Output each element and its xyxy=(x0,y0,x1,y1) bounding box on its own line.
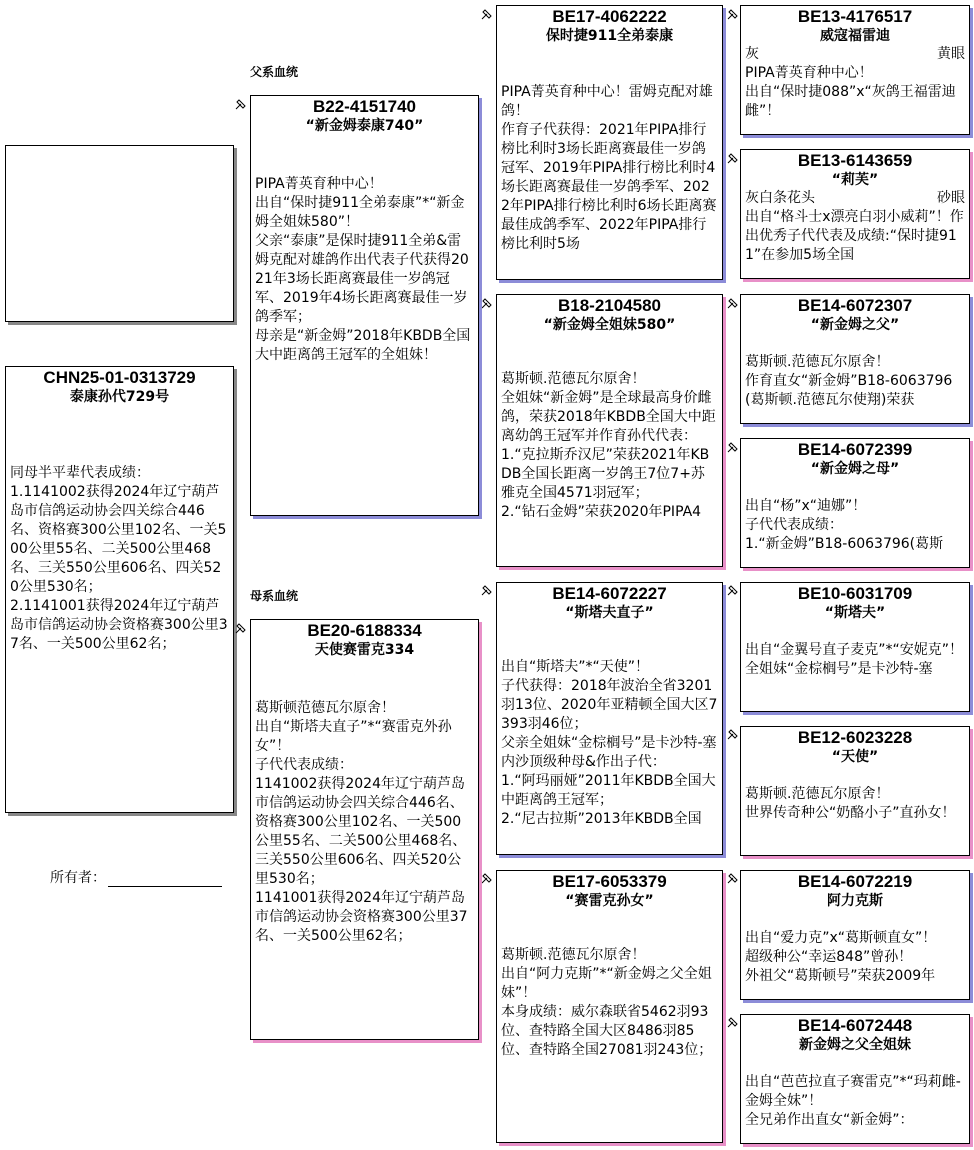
ddd-ring-number: BE14-6072448 xyxy=(797,1016,913,1035)
ssd-eye: 砂眼 xyxy=(937,190,965,206)
ssd-name: “莉芙” xyxy=(831,172,879,188)
father-line-label: 父系血统 xyxy=(250,65,299,79)
sdd-ring-number: BE14-6072399 xyxy=(797,440,913,459)
dam-dam-notes: 葛斯顿.范德瓦尔原舍！ 出自“阿力克斯”*“新金姆之父全姐妹”！ 本身成绩：威尔森联省5462羽93位、查特路全国大区8486羽85位、查特路全国27081羽243位； xyxy=(501,947,713,1058)
dam-sire-name: “斯塔夫直子” xyxy=(565,605,654,621)
pin-icon xyxy=(480,296,494,310)
sire-notes: PIPA菁英育种中心！ 出自“保时捷911全弟泰康”*“新金姆全姐妹580”！ 父亲“泰康”是保时捷911全弟&雷姆克配对雄鸽作出代表子代获得2021年3场长距离赛最佳一岁鸽冠军、2019年4场长距离赛最佳一岁鸽季军； 母亲是“新金姆”2018年KBDB全国大中距离鸽王冠军的全姐妹！ xyxy=(255,176,471,363)
sds-name: “新金姆之父” xyxy=(810,317,900,333)
ddd-card xyxy=(740,1014,970,1144)
pin-icon xyxy=(726,440,740,454)
owner-signature-line[interactable] xyxy=(108,872,222,887)
sds-ring-number: BE14-6072307 xyxy=(797,296,913,315)
sire-sire-card xyxy=(496,5,723,280)
subject-notes: 同母半平辈代表成绩： 1.1141002获得2024年辽宁葫芦岛市信鸽运动协会四关综合446名、资格赛300公里102名、一关500公里55名、二关500公里468名、三关550公里606名、四关520公里530名； 2.1141001获得2024年辽宁葫芦岛市信鸽运动协会资格赛300公里37名、一关500公里62名； xyxy=(10,465,228,652)
ddd-notes: 出自“芭芭拉直子赛雷克”*“玛莉雌-金姆全妹”！ 全兄弟作出直女“新金姆”： xyxy=(745,1074,961,1128)
pin-icon xyxy=(726,1015,740,1029)
ssd-color-eye xyxy=(741,189,969,208)
sire-dam-ring-number: B18-2104580 xyxy=(557,296,662,315)
ssd-card xyxy=(740,149,970,279)
pin-icon xyxy=(480,7,494,21)
dam-dam-name: “赛雷克孙女” xyxy=(565,893,654,909)
dsd-notes: 葛斯顿.范德瓦尔原舍！ 世界传奇种公“奶酪小子”直孙女！ xyxy=(745,786,956,821)
dsd-name: “天使” xyxy=(831,749,879,765)
dam-ring-number: BE20-6188334 xyxy=(307,621,422,640)
sdd-card xyxy=(740,438,970,568)
sire-dam-name: “新金姆全姐妹580” xyxy=(543,317,676,333)
sire-dam-notes: 葛斯顿.范德瓦尔原舍！ 全姐妹“新金姆”是全球最高身价雌鸽，荣获2018年KBDB全国大中距离幼鸽王冠军并作育孙代代表： 1.“克拉斯乔汉尼”荣获2021年KBDB全国长距离一岁鸽王7位7+苏雅克全国4571羽冠军； 2.“钻石金姆”荣获2020年PIPA4 xyxy=(501,371,716,520)
ssd-notes: 出自“格斗士x漂亮白羽小威莉”！作出优秀子代代表及成绩:“保时捷911”在参加5场全国 xyxy=(745,209,964,263)
pin-icon xyxy=(726,296,740,310)
dds-notes: 出自“爱力克”x“葛斯顿直女”！ 超级种公“幸运848”曾孙！ 外祖父“葛斯顿号”荣获2009年 xyxy=(745,930,937,984)
subject-ring-number: CHN25-01-0313729 xyxy=(43,368,196,387)
ddd-name: 新金姆之父全姐妹 xyxy=(799,1037,911,1053)
dsd-card xyxy=(740,726,970,856)
sdd-name: “新金姆之母” xyxy=(810,461,900,477)
pin-icon xyxy=(234,621,248,635)
sire-card xyxy=(250,95,479,516)
dss-name: “斯塔夫” xyxy=(824,605,886,621)
dsd-ring-number: BE12-6023228 xyxy=(797,728,913,747)
dss-notes: 出自“金翼号直子麦克”*“安妮克”！ 全姐妹“金棕榈号”是卡沙特-塞 xyxy=(745,642,964,677)
sire-ring-number: B22-4151740 xyxy=(312,97,417,116)
sds-notes: 葛斯顿.范德瓦尔原舍！ 作育直女“新金姆”B18-6063796(葛斯顿.范德瓦尔使翔)荣获 xyxy=(745,354,953,408)
sire-sire-name: 保时捷911全弟泰康 xyxy=(545,28,674,44)
dds-card xyxy=(740,870,970,1000)
dam-dam-card xyxy=(496,870,723,1143)
pin-icon xyxy=(726,151,740,165)
subject-card xyxy=(5,366,234,813)
sds-card xyxy=(740,294,970,424)
dss-ring-number: BE10-6031709 xyxy=(797,584,913,603)
pin-icon xyxy=(234,97,248,111)
dam-sire-notes: 出自“斯塔夫”*“天使”！ 子代获得：2018年波治全省3201羽13位、2020年亚精顿全国大区7393羽46位； 父亲全姐妹“金棕榈号”是卡沙特-塞内沙顶级种母&作出子代： 1.“阿玛丽娅”2011年KBDB全国大中距离鸽王冠军； 2.“尼古拉斯”2013年KBDB全国 xyxy=(501,659,718,827)
sss-eye: 黄眼 xyxy=(937,46,965,62)
mother-line-label: 母系血统 xyxy=(250,589,299,603)
sire-sire-notes: PIPA菁英育种中心！雷姆克配对雄鸽！ 作育子代获得：2021年PIPA排行榜比利时3场长距离赛最佳一岁鸽冠军、2019年PIPA排行榜比利时4场长距离赛最佳一岁鸽季军、2022年PIPA排行榜比利时6场长距离赛最佳成鸽季军、2022年PIPA排行榜比利时5场 xyxy=(501,84,717,252)
pin-icon xyxy=(480,583,494,597)
pin-icon xyxy=(726,727,740,741)
dds-ring-number: BE14-6072219 xyxy=(797,872,913,891)
photo-frame xyxy=(5,145,234,322)
pin-icon xyxy=(726,7,740,21)
ssd-color: 灰白条花头 xyxy=(745,190,815,206)
dam-dam-ring-number: BE17-6053379 xyxy=(552,872,667,891)
dss-card xyxy=(740,582,970,712)
sss-color-eye xyxy=(741,45,969,64)
sire-sire-ring-number: BE17-4062222 xyxy=(552,7,667,26)
owner-field xyxy=(50,867,222,887)
owner-label: 所有者： xyxy=(50,870,106,886)
sire-dam-card xyxy=(496,294,723,567)
dam-name: 天使赛雷克334 xyxy=(314,642,415,658)
sss-card xyxy=(740,5,970,135)
dam-sire-card xyxy=(496,582,723,855)
dam-notes: 葛斯顿范德瓦尔原舍！ 出自“斯塔夫直子”*“赛雷克外孙女”！ 子代代表成绩： 1141002获得2024年辽宁葫芦岛市信鸽运动协会四关综合446名、资格赛300公里102名、一关500公里55名、二关500公里468名、三关550公里606名、四关520公里530名； 1141001获得2024年辽宁葫芦岛市信鸽运动协会资格赛300公里37名、一关500公里62名； xyxy=(255,700,468,944)
ssd-ring-number: BE13-6143659 xyxy=(797,151,913,170)
sdd-notes: 出自“杨”x“迪娜”！ 子代代表成绩： 1.“新金姆”B18-6063796(葛斯 xyxy=(745,498,944,552)
sss-color: 灰 xyxy=(745,46,759,62)
dam-card xyxy=(250,619,479,1040)
dam-sire-ring-number: BE14-6072227 xyxy=(552,584,667,603)
sss-name: 威寇福雷迪 xyxy=(820,28,890,44)
sire-name: “新金姆泰康740” xyxy=(305,118,424,134)
sss-ring-number: BE13-4176517 xyxy=(797,7,913,26)
pin-icon xyxy=(480,871,494,885)
pin-icon xyxy=(726,871,740,885)
sss-notes: PIPA菁英育种中心！ 出自“保时捷088”x“灰鸽王福雷迪雌”！ xyxy=(745,65,956,119)
dds-name: 阿力克斯 xyxy=(827,893,883,909)
pin-icon xyxy=(726,583,740,597)
subject-name: 泰康孙代729号 xyxy=(69,389,170,405)
